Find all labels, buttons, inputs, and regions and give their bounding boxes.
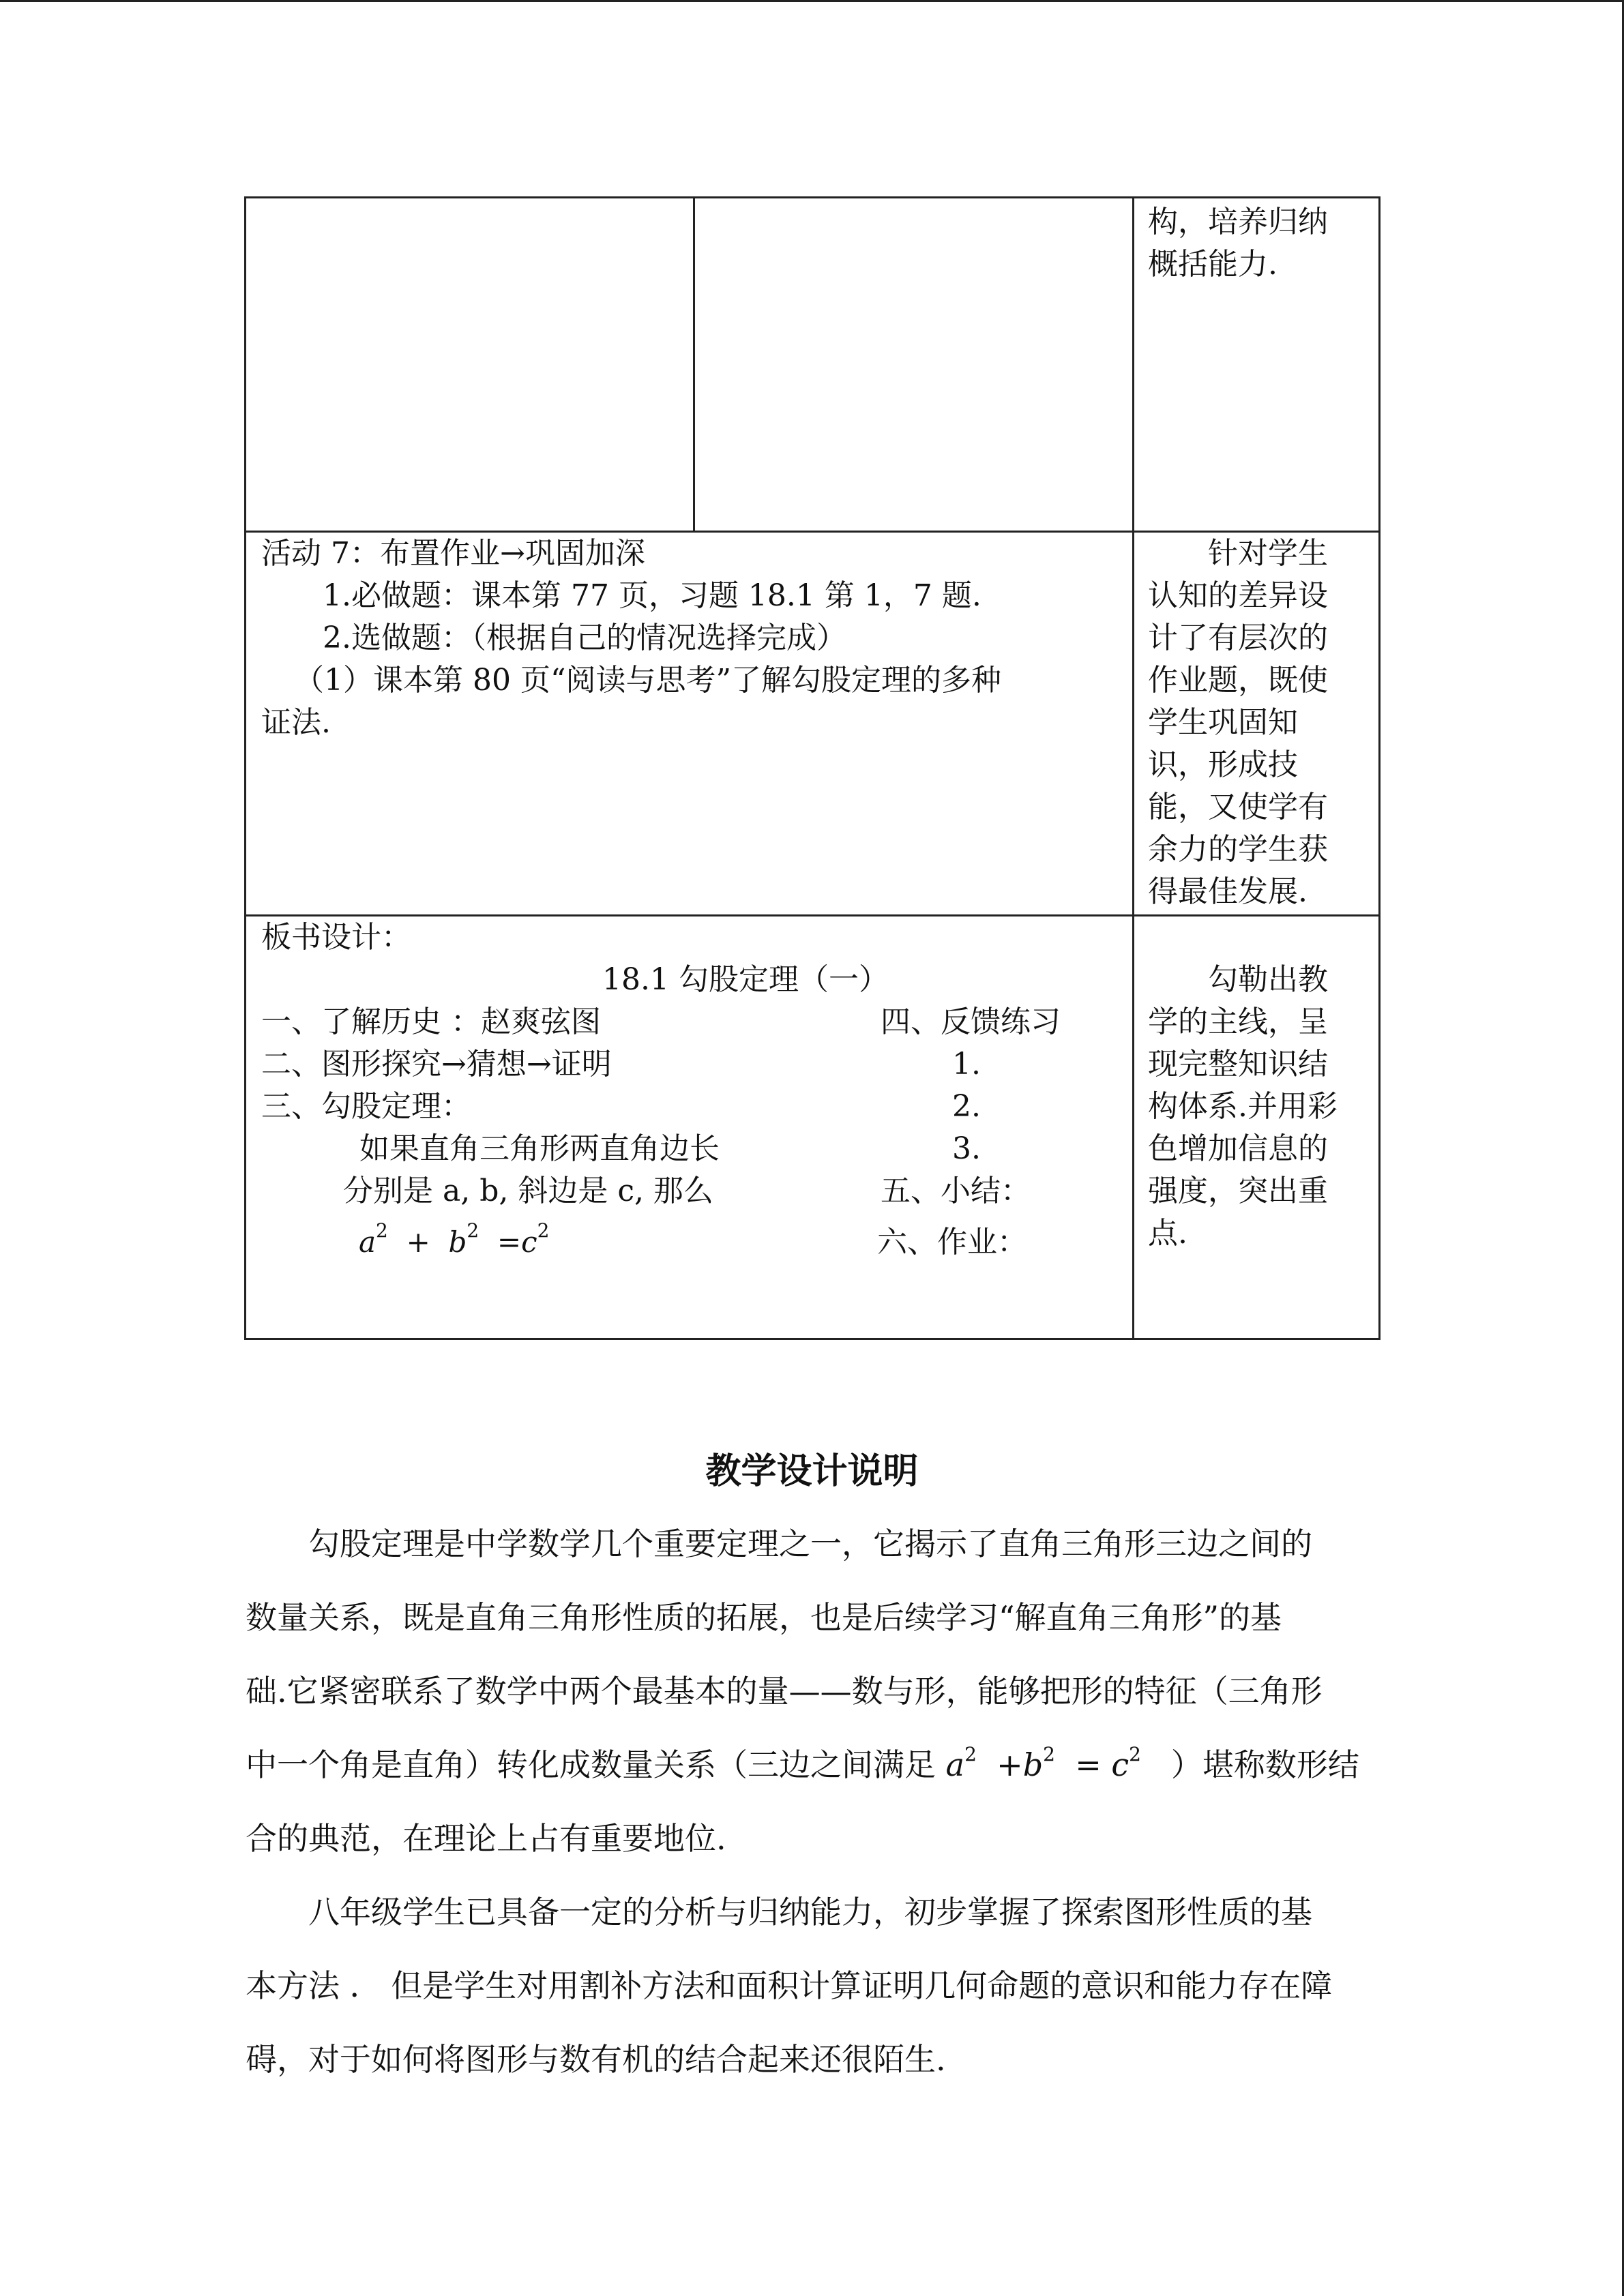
board-center-title: 18.1 勾股定理（一） xyxy=(602,962,889,997)
activity-note xyxy=(1148,533,1365,913)
theorem-line-1: 如果直角三角形两直角边长 xyxy=(359,1131,720,1166)
formula-exp: 2 xyxy=(467,1219,479,1242)
reflection-note xyxy=(1148,201,1365,286)
formula-b: b xyxy=(448,1225,467,1259)
para-line: 本方法 ． 但是学生对用割补方法和面积计算证明几何命题的意识和能力存在障 xyxy=(246,1967,1333,2004)
para-line: 勾股定理是中学数学几个重要定理之一，它揭示了直角三角形三边之间的 xyxy=(308,1525,1312,1562)
board-left-item-3: 三、勾股定理： xyxy=(261,1089,471,1124)
note-line: 针对学生 xyxy=(1208,536,1328,571)
board-right-item-4: 3. xyxy=(952,1131,981,1166)
paragraph-2 xyxy=(246,1875,1381,2096)
note-line: 计了有层次的 xyxy=(1148,621,1328,655)
board-note xyxy=(1148,959,1365,1255)
note-line: 色增加信息的 xyxy=(1148,1131,1328,1166)
inline-formula xyxy=(945,1743,1171,1783)
paragraph-1 xyxy=(246,1507,1381,1875)
board-right-item-6: 六、作业： xyxy=(877,1225,1027,1259)
formula-exp: 2 xyxy=(376,1219,388,1242)
note-line: 能，又使学有 xyxy=(1148,790,1328,824)
para-line: 础.它紧密联系了数学中两个最基本的量——数与形，能够把形的特征（三角形 xyxy=(246,1673,1323,1710)
note-line: 勾勒出教 xyxy=(1208,962,1328,997)
note-line: 强度，突出重 xyxy=(1148,1174,1328,1208)
note-line: 作业题，既使 xyxy=(1148,663,1328,698)
note-line: 构，培养归纳 xyxy=(1148,205,1328,239)
formula-eq: = xyxy=(497,1225,522,1259)
section-title: 教学设计说明 xyxy=(705,1451,919,1492)
lesson-table xyxy=(244,196,1381,1340)
board-right-item-1: 四、反馈练习 xyxy=(881,1004,1061,1039)
activity-optional-1: （1）课本第 80 页“阅读与思考”了解勾股定理的多种 xyxy=(294,663,1001,698)
formula-a: a xyxy=(945,1746,965,1783)
para-text: ）堪称数形结 xyxy=(1170,1746,1359,1783)
board-right-item-3: 2. xyxy=(952,1089,981,1124)
formula-c: c xyxy=(521,1225,537,1259)
activity-required: 1.必做题：课本第 77 页，习题 18.1 第 1，7 题. xyxy=(323,578,981,613)
col-divider-2 xyxy=(1132,198,1134,1338)
activity-optional-1-cont: 证法. xyxy=(261,705,331,740)
para-text: 中一个角是直角）转化成数量关系（三边之间满足 xyxy=(246,1746,936,1783)
para-line: 碍，对于如何将图形与数有机的结合起来还很陌生. xyxy=(246,2041,946,2078)
pythagorean-formula xyxy=(359,1221,549,1264)
board-left-item-2: 二、图形探究→猜想→证明 xyxy=(261,1047,612,1082)
note-line: 现完整知识结 xyxy=(1148,1047,1328,1082)
board-heading: 板书设计： xyxy=(261,920,411,955)
para-line: 数量关系，既是直角三角形性质的拓展，也是后续学习“解直角三角形”的基 xyxy=(246,1599,1282,1636)
note-line: 识，形成技 xyxy=(1148,747,1298,782)
note-line: 点. xyxy=(1148,1216,1187,1251)
page-top-border xyxy=(0,0,1624,2)
note-line: 得最佳发展. xyxy=(1148,874,1308,909)
formula-a: a xyxy=(359,1225,377,1259)
formula-c: c xyxy=(1111,1746,1130,1783)
formula-exp: 2 xyxy=(964,1743,977,1765)
activity-optional: 2.选做题：（根据自己的情况选择完成） xyxy=(323,621,846,655)
formula-plus: + xyxy=(996,1746,1023,1783)
board-left-item-1: 一、了解历史 ：赵爽弦图 xyxy=(261,1004,601,1039)
note-line: 概括能力. xyxy=(1148,247,1278,282)
col-divider-1 xyxy=(693,198,695,531)
formula-b: b xyxy=(1022,1746,1044,1783)
note-line: 学的主线，呈 xyxy=(1148,1004,1328,1039)
formula-plus: + xyxy=(406,1225,430,1259)
note-line: 学生巩固知 xyxy=(1148,705,1298,740)
para-line xyxy=(246,1728,1381,1802)
theorem-line-2: 分别是 a, b, 斜边是 c, 那么 xyxy=(343,1174,713,1208)
formula-exp: 2 xyxy=(1129,1743,1141,1765)
para-line: 合的典范，在理论上占有重要地位. xyxy=(246,1820,726,1857)
formula-eq: = xyxy=(1075,1746,1102,1783)
board-right-item-2: 1. xyxy=(952,1047,981,1082)
note-line: 构体系.并用彩 xyxy=(1148,1089,1338,1124)
para-line: 八年级学生已具备一定的分析与归纳能力，初步掌握了探索图形性质的基 xyxy=(308,1894,1312,1930)
formula-exp: 2 xyxy=(537,1219,550,1242)
row-divider-2 xyxy=(246,914,1378,916)
note-line: 认知的差异设 xyxy=(1148,578,1328,613)
board-right-item-5: 五、小结： xyxy=(881,1174,1031,1208)
note-line: 余力的学生获 xyxy=(1148,832,1328,867)
formula-exp: 2 xyxy=(1043,1743,1055,1765)
activity-title: 活动 7：布置作业→巩固加深 xyxy=(261,536,645,571)
